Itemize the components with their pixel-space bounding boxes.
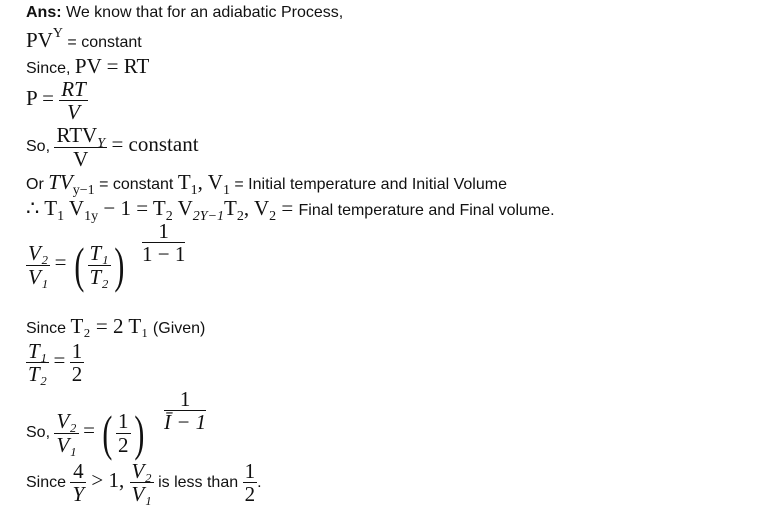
equals-sign: = [53, 347, 66, 372]
since-text: Since, [26, 60, 75, 77]
rtv-over-v-fraction: $\frac{RTV_Y}{V}$ [56, 123, 106, 171]
ideal-gas-line [26, 56, 149, 77]
intro-text: We know that for an adiabatic Process, [66, 4, 344, 21]
half-fraction: $\frac{1}{2}$ [118, 409, 129, 457]
volume-ratio-equation-2 [26, 405, 147, 461]
substitution-line [26, 124, 199, 170]
equals-sign: = [54, 250, 67, 275]
constant-text: = constant [94, 176, 178, 193]
half-fraction: $\frac{1}{2}$ [71, 339, 83, 387]
rt-over-v-fraction: $\frac{RT}{V}$ [61, 77, 86, 125]
right-paren: ) [133, 405, 144, 461]
given-text: (Given) [148, 320, 206, 337]
v2-over-v1-fraction: $\frac{\text{V₂}}{\text{V₁}}$ [28, 241, 49, 289]
tv-subscript: y−1 [72, 183, 95, 198]
adiabatic-equation [26, 26, 142, 52]
answer-intro-line [26, 5, 343, 21]
exponent-fraction-1: $\frac{1}{1 - 1}$ [142, 219, 186, 267]
pv-term: PV [26, 28, 53, 52]
exponent-fraction-2: $\frac{1}{Ī - 1}$ [164, 387, 207, 435]
volume-ratio-equation-1 [26, 237, 127, 293]
tv-relation-line: Or TVy−1 = constant T1, V1 = Initial temperature and Initial Volume [26, 170, 507, 198]
t1-over-t2-fraction: $\frac{\text{T₁}}{\text{T₂}}$ [28, 339, 47, 387]
half-fraction: $\frac{1}{2}$ [244, 459, 256, 507]
conclusion-line [26, 460, 262, 505]
ideal-gas-equation: PV = RT [74, 54, 150, 78]
pressure-equation [26, 78, 88, 123]
left-paren: ( [102, 405, 113, 461]
therefore-line: ∴ T1 V1y − 1 = T2 V2Y−1T2, V2 = Final temperature and Final volume. [26, 196, 555, 224]
given-line [26, 316, 205, 337]
since-text: Since [26, 320, 71, 337]
or-text: Or [26, 176, 49, 193]
temperature-ratio-equation [26, 340, 84, 385]
v2-over-v1-fraction: $\frac{\text{V₂}}{\text{V₁}}$ [131, 459, 152, 507]
gamma-exponent: Y [52, 26, 63, 41]
given-equation: T₂ = 2 T₁ [70, 314, 149, 338]
four-over-gamma-fraction: $\frac{4}{Y}$ [72, 459, 85, 507]
greater-than: > 1, [86, 467, 130, 492]
constant-text: = constant [111, 132, 199, 157]
constant-text: = constant [62, 34, 142, 51]
t1-over-t2-fraction: $\frac{\text{T₁}}{\text{T₂}}$ [89, 241, 109, 289]
left-paren: ( [74, 237, 85, 293]
final-definition: Final temperature and Final volume. [298, 202, 555, 219]
ans-label: Ans: [26, 4, 62, 21]
so-text: So, [26, 138, 55, 156]
t1-symbol: T [177, 170, 191, 194]
so-text: So, [26, 424, 55, 442]
less-than-text: is less than [153, 473, 243, 491]
since-text: Since [26, 473, 71, 491]
pressure-lhs: P = [26, 85, 60, 110]
period: . [257, 473, 262, 491]
right-paren: ) [113, 237, 124, 293]
equals-sign: = [83, 418, 95, 443]
tv-term: TV [48, 170, 73, 194]
v2-over-v1-fraction: $\frac{\text{V₂}}{\text{V₁}}$ [56, 409, 77, 457]
initial-definition: = Initial temperature and Initial Volume [229, 176, 507, 193]
